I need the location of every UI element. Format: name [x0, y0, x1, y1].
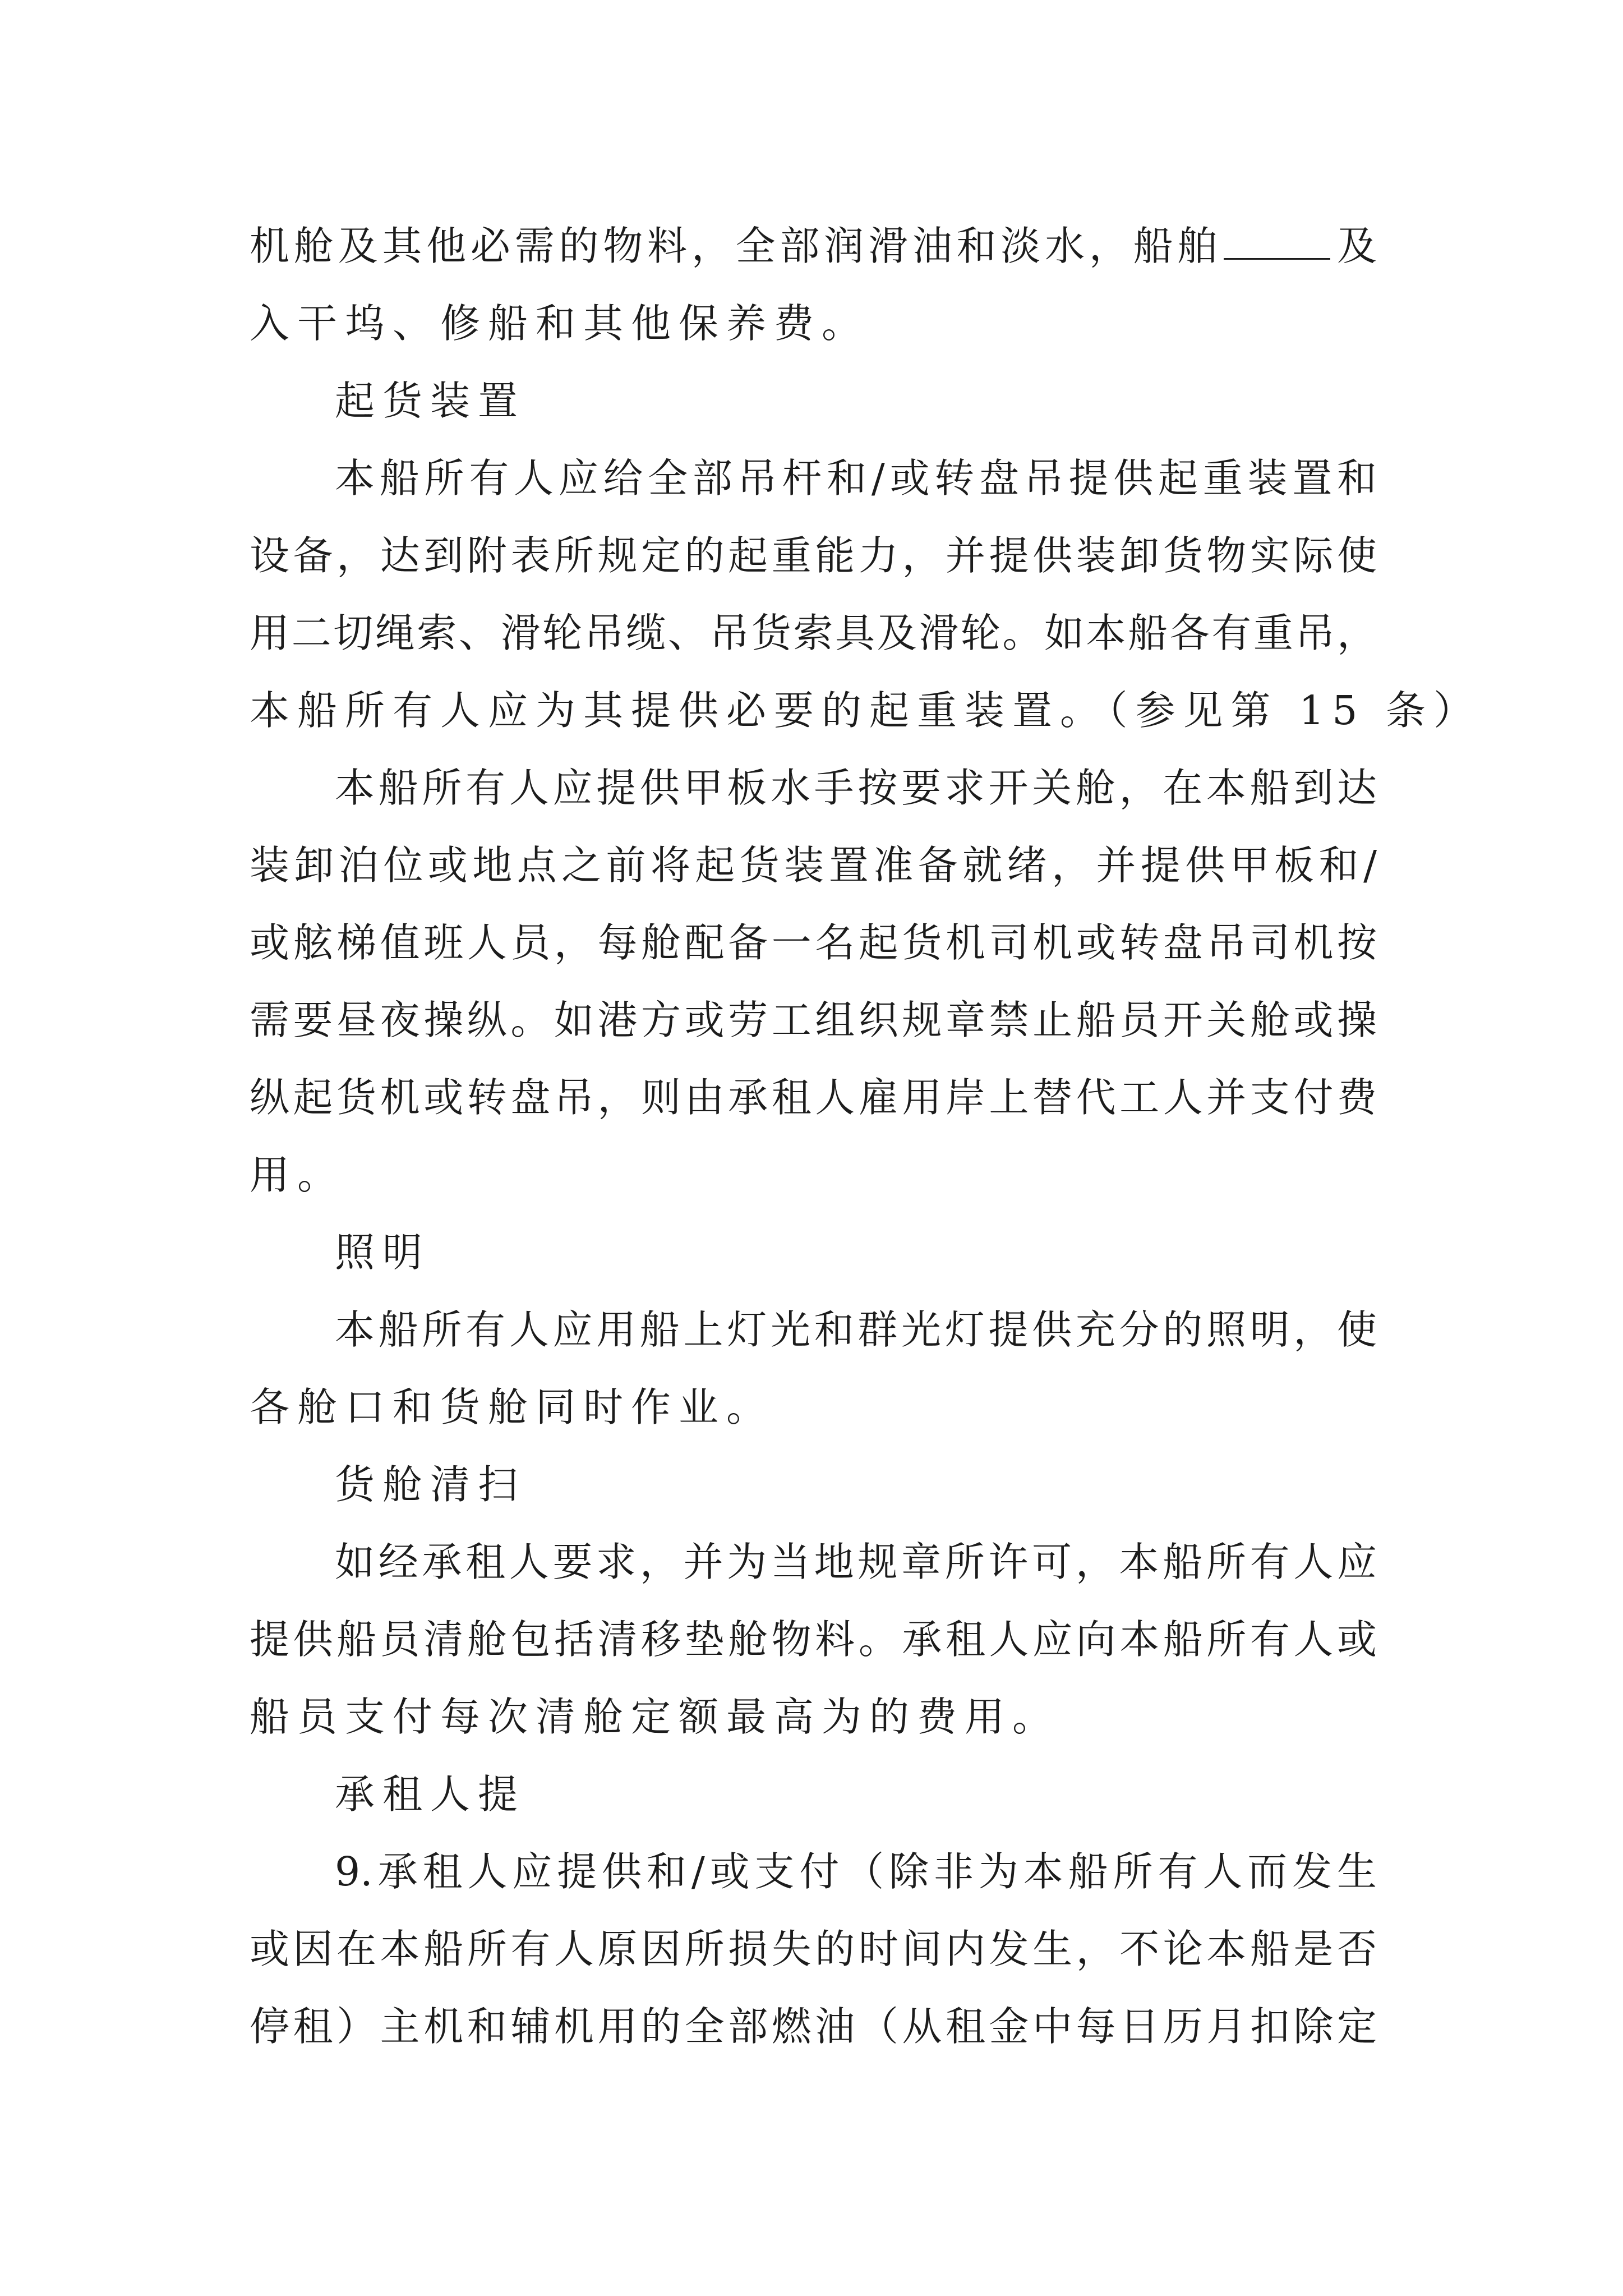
text-line-22: 9.承租人应提供和/或支付（除非为本船所有人而发生 [335, 1848, 1377, 1895]
text-line-6: 用二切绳索、滑轮吊缆、吊货索具及滑轮。如本船各有重吊， [250, 610, 1377, 656]
text-line-12: 纵起货机或转盘吊，则由承租人雇用岸上替代工人并支付费 [250, 1074, 1377, 1121]
fill-in-blank [1224, 223, 1330, 260]
text-line-23: 或因在本船所有人原因所损失的时间内发生，不论本船是否 [250, 1926, 1377, 1972]
text-line-2: 入干坞、修船和其他保养费。 [250, 300, 870, 347]
text-line-20: 船员支付每次清舱定额最高为的费用。 [250, 1694, 1061, 1740]
section-heading-charterer-provides: 承租人提 [335, 1771, 526, 1818]
text-line-10: 或舷梯值班人员，每舱配备一名起货机司机或转盘吊司机按 [250, 919, 1377, 966]
section-heading-lighting: 照明 [335, 1229, 431, 1276]
text-line-5: 设备，达到附表所规定的起重能力，并提供装卸货物实际使 [250, 532, 1377, 579]
text-line-16: 各舱口和货舱同时作业。 [250, 1384, 774, 1430]
text-line-1 [250, 215, 1377, 277]
text-line-4: 本船所有人应给全部吊杆和/或转盘吊提供起重装置和 [335, 455, 1377, 501]
text-line-15: 本船所有人应用船上灯光和群光灯提供充分的照明，使 [335, 1306, 1377, 1353]
text-line-19: 提供船员清舱包括清移垫舱物料。承租人应向本船所有人或 [250, 1616, 1377, 1663]
text-line-7: 本船所有人应为其提供必要的起重装置。（参见第 15 条） [250, 687, 1481, 734]
text-line-18: 如经承租人要求，并为当地规章所许可，本船所有人应 [335, 1539, 1377, 1585]
line-1-after-blank: 及 [1332, 223, 1377, 269]
document-page [250, 0, 1481, 2296]
section-heading-hold-cleaning: 货舱清扫 [335, 1461, 526, 1508]
text-line-13: 用。 [250, 1152, 345, 1198]
line-1-text: 机舱及其他必需的物料，全部润滑油和淡水，船舶 [250, 223, 1222, 269]
text-line-11: 需要昼夜操纵。如港方或劳工组织规章禁止船员开关舱或操 [250, 997, 1377, 1043]
text-line-9: 装卸泊位或地点之前将起货装置准备就绪，并提供甲板和/ [250, 842, 1377, 889]
text-line-8: 本船所有人应提供甲板水手按要求开关舱，在本船到达 [335, 765, 1377, 811]
section-heading-lifting-gear: 起货装置 [335, 378, 526, 424]
text-line-24: 停租）主机和辅机用的全部燃油（从租金中每日历月扣除定 [250, 2003, 1377, 2050]
